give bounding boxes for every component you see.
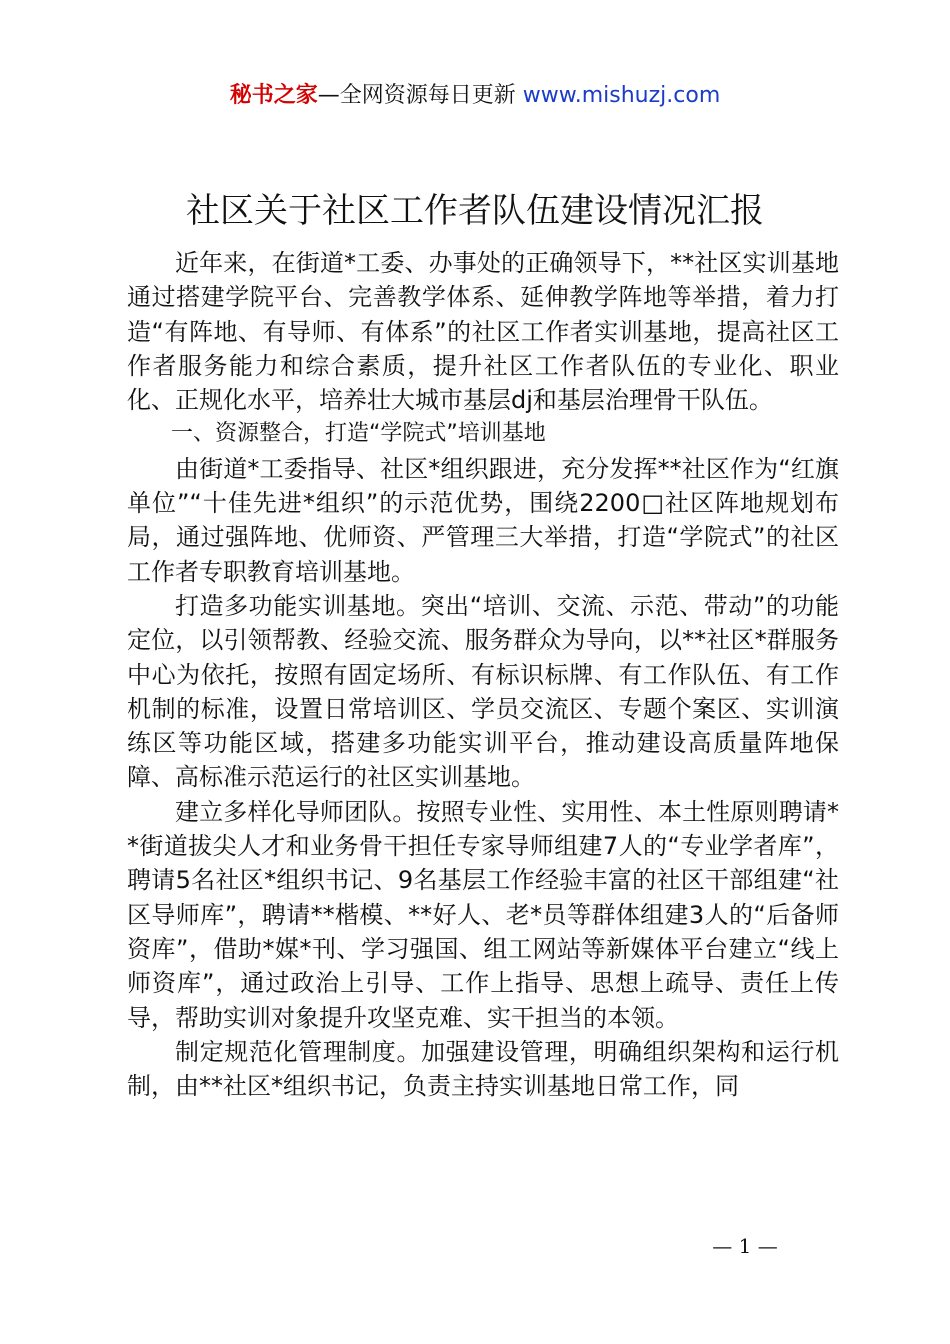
page-number: — 1 —	[712, 1234, 778, 1258]
paragraph-training-base: 打造多功能实训基地。突出“培训、交流、示范、带动”的功能定位，以引领帮教、经验交流、服务群众为导向，以**社区*群服务中心为依托，按照有固定场所、有标识标牌、有工作队伍、有工作机制的标准，设置日常培训区、学员交流区、专题个案区、实训演练区等功能区域，搭建多功能实训平台，推动建设高质量阵地保障、高标准示范运行的社区实训基地。	[127, 591, 839, 792]
brand-name: 秘书之家	[229, 83, 318, 108]
paragraph-mentor-team: 建立多样化导师团队。按照专业性、实用性、本土性原则聘请**街道拔尖人才和业务骨干担任专家导师组建7人的“专业学者库”，聘请5名社区*组织书记、9名基层工作经验丰富的社区干部组建“社区导师库”，聘请**楷模、**好人、老*员等群体组建3人的“后备师资库”，借助*媒*刊、学习强国、组工网站等新媒体平台建立“线上师资库”，通过政治上引导、工作上指导、思想上疏导、责任上传导，帮助实训对象提升攻坚克难、实干担当的本领。	[127, 797, 839, 1032]
document-title: 社区关于社区工作者队伍建设情况汇报	[186, 191, 764, 231]
site-header	[0, 80, 950, 112]
site-url-link[interactable]: www.mishuzj.com	[522, 83, 721, 108]
paragraph-section-overview: 由街道*工委指导、社区*组织跟进，充分发挥**社区作为“红旗单位”“十佳先进*组织”的示范优势，围绕2200□社区阵地规划布局，通过强阵地、优师资、严管理三大举措，打造“学院式”的社区工作者专职教育培训基地。	[127, 454, 839, 586]
paragraph-intro: 近年来，在街道*工委、办事处的正确领导下，**社区实训基地通过搭建学院平台、完善教学体系、延伸教学阵地等举措，着力打造“有阵地、有导师、有体系”的社区工作者实训基地，提高社区工作者服务能力和综合素质，提升社区工作者队伍的专业化、职业化、正规化水平，培养壮大城市基层dj和基层治理骨干队伍。	[127, 249, 839, 415]
paragraph-management: 制定规范化管理制度。加强建设管理，明确组织架构和运行机制，由**社区*组织书记，负责主持实训基地日常工作，同	[127, 1037, 839, 1101]
header-tagline: —全网资源每日更新	[317, 83, 523, 108]
section-heading-1: 一、资源整合，打造“学院式”培训基地	[171, 421, 546, 447]
document-body	[127, 246, 839, 1103]
